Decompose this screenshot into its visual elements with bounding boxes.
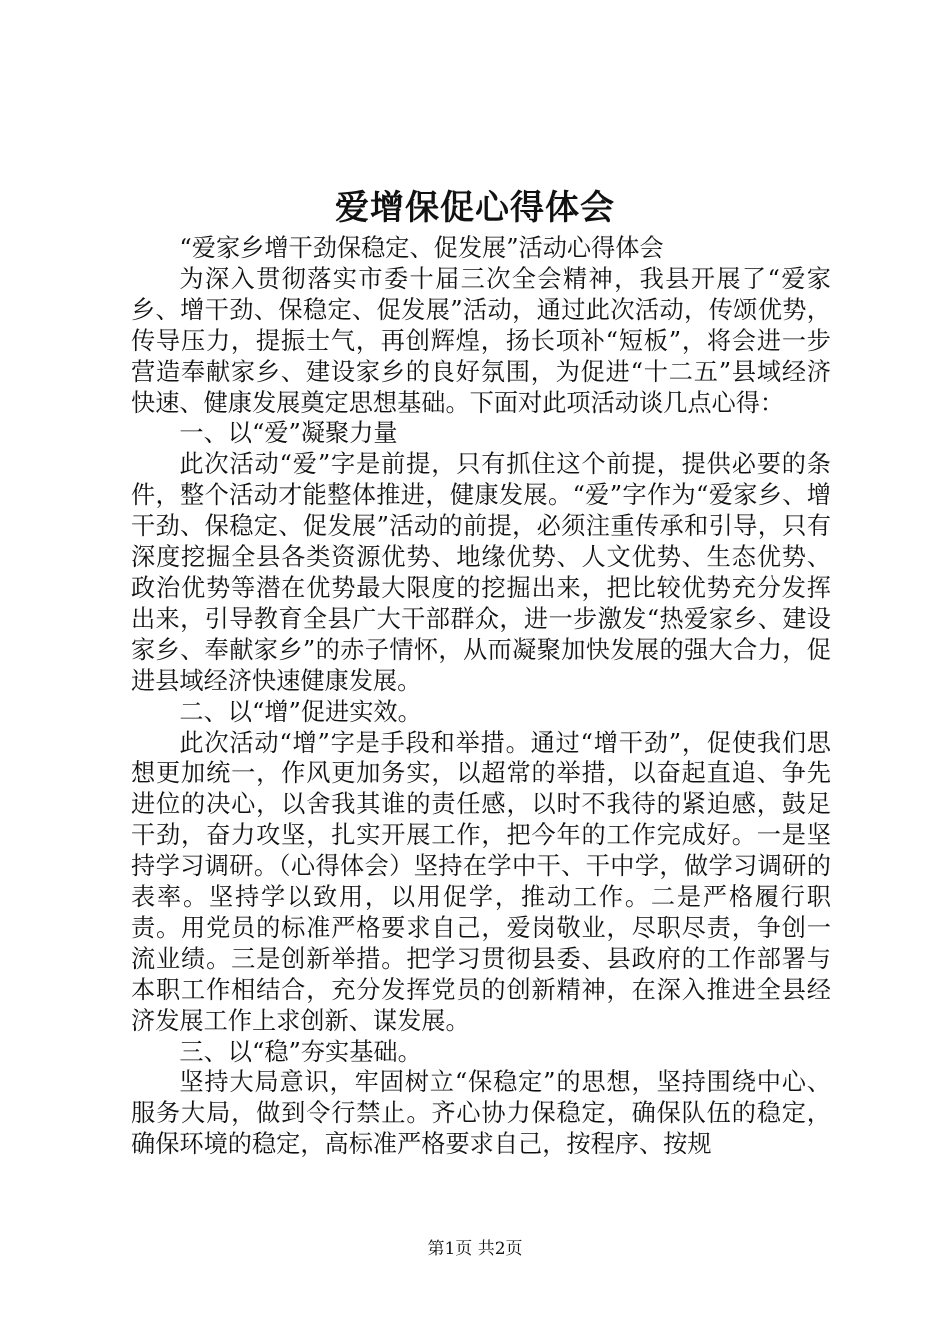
section-heading-increase: 二、以“增”促进实效。 — [179, 697, 422, 726]
document-title: 爱增保促心得体会 — [335, 188, 615, 228]
section-heading-stability: 三、以“稳”夯实基础。 — [179, 1037, 422, 1066]
section-body-love: 此次活动“爱”字是前提，只有抓住这个前提，提供必要的条件，整个活动才能整体推进，健康发展。“爱”字作为“爱家乡、增干劲、保稳定、促发展”活动的前提，必须注重传承和引导，只有深度挖掘全县各类资源优势、地缘优势、人文优势、生态优势、政治优势等潜在优势最大限度的挖掘出来，把比较优势充分发挥出来，引导教育全县广大干部群众，进一步激发“热爱家乡、建设家乡、奉献家乡”的赤子情怀，从而凝聚加快发展的强大合力，促进县域经济快速健康发展。 — [131, 450, 831, 695]
document-body — [131, 233, 831, 1160]
page-number-footer: 第1页 共2页 — [427, 1239, 523, 1259]
section-heading-love: 一、以“爱”凝聚力量 — [179, 419, 398, 448]
intro-paragraph: 为深入贯彻落实市委十届三次全会精神，我县开展了“爱家乡、增干劲、保稳定、促发展”活动，通过此次活动，传颂优势，传导压力，提振士气，再创辉煌，扬长项补“短板”，将会进一步营造奉献家乡、建设家乡的良好氛围，为促进“十二五”县域经济快速、健康发展奠定思想基础。下面对此项活动谈几点心得： — [131, 264, 831, 417]
section-body-stability: 坚持大局意识，牢固树立“保稳定”的思想，坚持围绕中心、服务大局，做到令行禁止。齐心协力保稳定，确保队伍的稳定，确保环境的稳定，高标准严格要求自己，按程序、按规 — [131, 1068, 831, 1159]
document-subtitle: “爱家乡增干劲保稳定、促发展”活动心得体会 — [179, 234, 664, 262]
section-body-increase: 此次活动“增”字是手段和举措。通过“增干劲”，促使我们思想更加统一，作风更加务实，以超常的举措，以奋起直追、争先进位的决心，以舍我其谁的责任感，以时不我待的紧迫感，鼓足干劲，奋力攻坚，扎实开展工作，把今年的工作完成好。一是坚持学习调研。（心得体会）坚持在学中干、干中学，做学习调研的表率。坚持学以致用，以用促学，推动工作。二是严格履行职责。用党员的标准严格要求自己，爱岗敬业，尽职尽责，争创一流业绩。三是创新举措。把学习贯彻县委、县政府的工作部署与本职工作相结合，充分发挥党员的创新精神，在深入推进全县经济发展工作上求创新、谋发展。 — [131, 728, 831, 1035]
